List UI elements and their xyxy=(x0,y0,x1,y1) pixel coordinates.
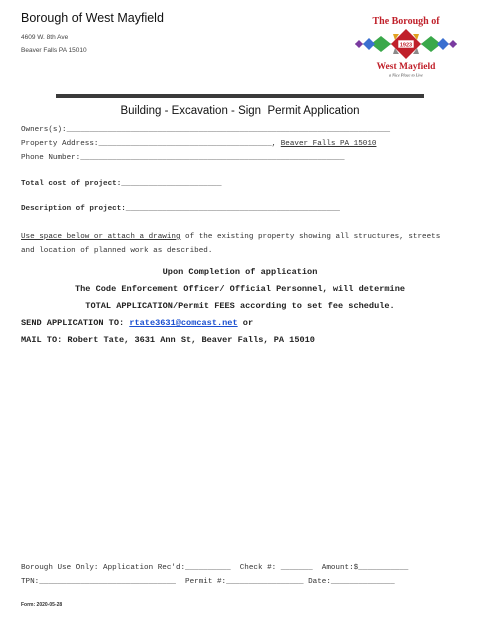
phone-number-field[interactable]: Phone Number:__________________________________________________________ xyxy=(21,154,345,162)
address-line-2: Beaver Falls PA 15010 xyxy=(21,47,87,54)
logo-tagline: a Nice Place to Live xyxy=(389,72,423,78)
description-field[interactable]: Description of project:_______________________________________________ xyxy=(21,205,340,213)
form-title: Building - Excavation - Sign Permit Application xyxy=(120,105,360,117)
email-link[interactable]: rtate3631@comcast.net xyxy=(129,318,238,328)
total-cost-field[interactable]: Total cost of project:______________________ xyxy=(21,180,222,188)
logo-center-text: 1923 xyxy=(399,42,413,49)
completion-line-2: The Code Enforcement Officer/ Official Personnel, will determine xyxy=(74,284,406,294)
send-application-line: SEND APPLICATION TO: rtate3631@comcast.net or xyxy=(21,318,254,328)
property-address-label: Property Address:______________________________________, xyxy=(21,140,281,148)
header-divider xyxy=(56,94,424,98)
drawing-instruction: Use space below or attach a drawing xyxy=(21,233,181,241)
completion-line-3: TOTAL APPLICATION/Permit FEES according to set fee schedule. xyxy=(85,301,395,311)
property-address-value: Beaver Falls PA 15010 xyxy=(280,140,377,148)
borough-use-line-1[interactable]: Borough Use Only: Application Rec'd:__________ Check #: _______ Amount:$___________ xyxy=(21,564,409,572)
logo-bottom-text: West Mayfield xyxy=(376,62,436,72)
property-address-field[interactable] xyxy=(21,140,376,148)
instructions-line-1: Use space below or attach a drawing of the existing property showing all structures, streets xyxy=(21,233,441,241)
borough-use-line-2[interactable]: TPN:______________________________ Permit #:_________________ Date:______________ xyxy=(21,578,395,586)
borough-logo xyxy=(351,9,461,79)
mail-to-line: MAIL TO: Robert Tate, 3631 Ann St, Beaver Falls, PA 15010 xyxy=(21,335,315,345)
form-version: Form: 2020-05-28 xyxy=(21,602,63,608)
logo-top-text: The Borough of xyxy=(372,16,440,27)
completion-heading: Upon Completion of application xyxy=(162,267,318,277)
address-line-1: 4609 W. 8th Ave xyxy=(21,34,69,41)
organization-name: Borough of West Mayfield xyxy=(21,11,164,25)
instructions-line-2: and location of planned work as described. xyxy=(21,247,213,255)
owners-field[interactable]: Owners(s):_______________________________________________________________________ xyxy=(21,126,391,134)
